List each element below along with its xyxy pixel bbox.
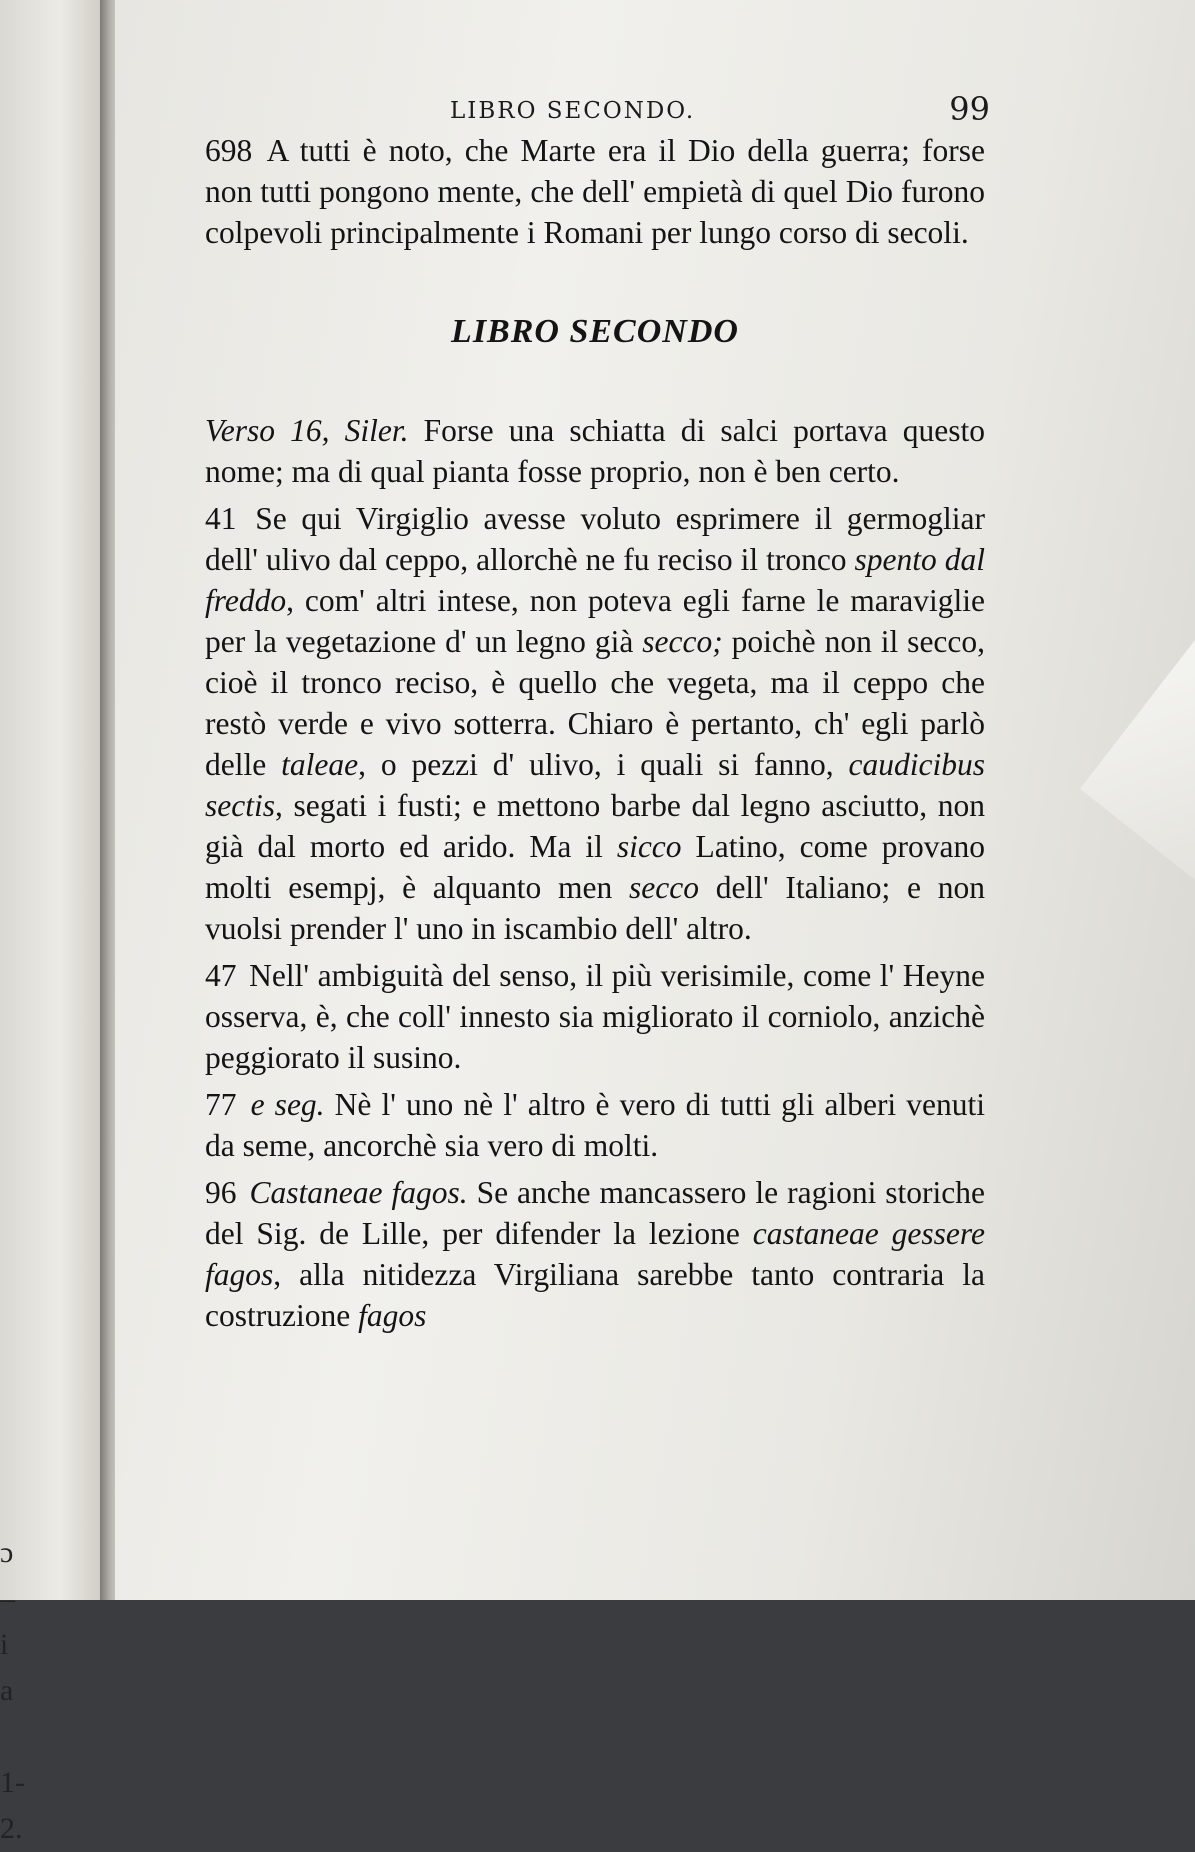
left-page: [0, 0, 110, 1845]
note-16: [205, 410, 985, 492]
note-text: dell' Italiano; e non vuolsi prender l' uno in iscambio dell' altro.: [205, 870, 986, 946]
note-text: Nè l' uno nè l' altro è vero di tutti gli alberi venuti da seme, ancorchè sia vero di molti.: [205, 1087, 986, 1163]
note-verse: Verso 16,: [205, 413, 330, 448]
note-italic: taleae: [281, 747, 359, 782]
note-italic: secco;: [642, 624, 723, 659]
note-text: , com' altri intese, non poteva egli farne le maraviglie per la vegetazione d' un legno già: [205, 583, 985, 659]
note-number: 47: [205, 958, 237, 993]
running-title: LIBRO SECONDO.: [450, 98, 696, 124]
note-lemma: e seg.: [250, 1087, 325, 1122]
page-number: 99: [949, 90, 990, 128]
note-text: , alla nitidezza Virgiliana sarebbe tanto contraria la costruzione: [205, 1257, 985, 1333]
note-italic: castaneae gessere fagos: [205, 1216, 985, 1292]
note-lemma: Siler.: [344, 413, 409, 448]
note-number: 96: [205, 1175, 237, 1210]
note-text: Latino, come provano molti esempj, è alquanto men: [205, 829, 985, 905]
note-77: [205, 1084, 985, 1166]
note-text: , o pezzi d' ulivo, i quali si fanno,: [358, 747, 834, 782]
note-text: A tutti è noto, che Marte era il Dio della guerra; forse non tutti pongono mente, che dell' empietà di quel Dio furono colpevoli principalmente i Romani per lungo corso di secoli.: [205, 133, 985, 250]
note-96: [205, 1172, 985, 1336]
page-header: [450, 90, 1010, 130]
note-number: 698: [205, 133, 253, 168]
note-text: , segati i fusti; e mettono barbe dal legno asciutto, non già dal morto ed arido. Ma il: [205, 788, 985, 864]
note-text: Se qui Virgiglio avesse voluto esprimere il germogliar dell' ulivo dal ceppo, allorchè ne fu reciso il tronco: [205, 501, 985, 577]
page-body: [205, 130, 985, 1342]
note-text: poichè non il secco, cioè il tronco reciso, è quello che vegeta, ma il ceppo che restò verde e vivo sotterra. Chiaro è pertanto, ch' egli parlò delle: [205, 624, 986, 782]
note-italic: sicco: [616, 829, 682, 864]
note-italic: caudicibus sectis: [205, 747, 986, 823]
note-41: [205, 498, 985, 949]
note-47: [205, 955, 985, 1078]
note-italic: spento dal freddo: [205, 542, 985, 618]
left-page-edge-text: ɔ – i a 1- 2.: [0, 1536, 25, 1845]
note-italic: secco: [629, 870, 699, 905]
note-text: Se anche mancassero le ragioni storiche del Sig. de Lille, per difender la lezione: [205, 1175, 986, 1251]
note-italic: fagos: [358, 1298, 427, 1333]
note-text: Forse una schiatta di salci portava questo nome; ma di qual pianta fosse proprio, non è ben certo.: [205, 413, 985, 489]
folded-corner: [1080, 640, 1195, 880]
note-text: Nell' ambiguità del senso, il più verisimile, come l' Heyne osserva, è, che coll' innesto sia migliorato il corniolo, anzichè peggiorato il susino.: [205, 958, 986, 1075]
note-698: [205, 130, 985, 253]
note-lemma: Castaneae fagos.: [249, 1175, 468, 1210]
section-heading: LIBRO SECONDO: [451, 313, 739, 350]
note-number: 41: [205, 501, 237, 536]
note-number: 77: [205, 1087, 237, 1122]
